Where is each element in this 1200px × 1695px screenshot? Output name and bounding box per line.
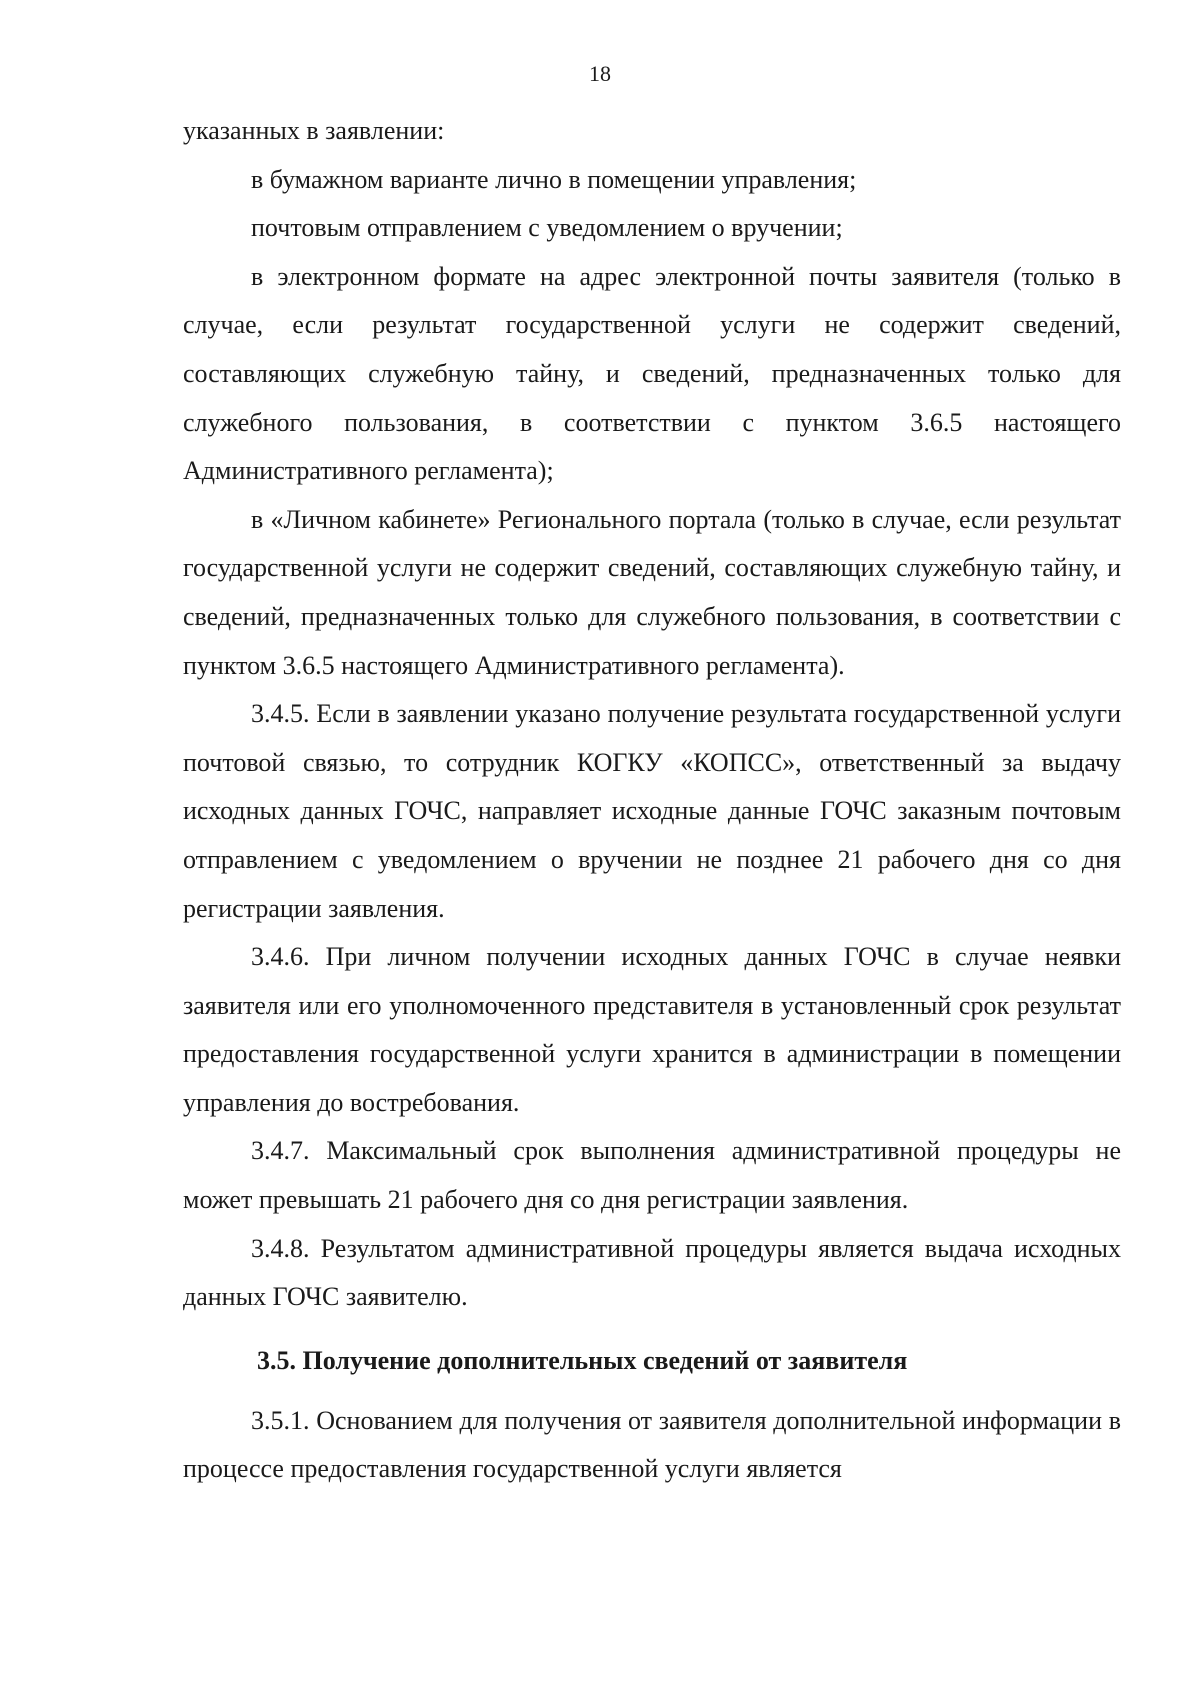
paragraph: почтовым отправлением с уведомлением о вручении; — [251, 213, 843, 243]
page-body — [183, 107, 1121, 1494]
paragraph: 3.4.7. Максимальный срок выполнения административной процедуры не может превышать 21 рабочего дня со дня регистрации заявления. — [183, 1136, 1121, 1215]
paragraph: 3.4.8. Результатом административной процедуры является выдача исходных данных ГОЧС заявителю. — [183, 1233, 1121, 1312]
paragraph: в электронном формате на адрес электронной почты заявителя (только в случае, если результат государственной услуги не содержит сведений, составляющих служебную тайну, и сведений, предназначенных только для служебного пользования, в соответствии с пунктом 3.6.5 настоящего Административного регламента); — [183, 261, 1121, 486]
page-number: 18 — [589, 61, 611, 86]
paragraph: 3.4.6. При личном получении исходных данных ГОЧС в случае неявки заявителя или его уполномоченного представителя в установленный срок результат предоставления государственной услуги хранится в администрации в помещении управления до востребования. — [183, 942, 1121, 1117]
section-heading: 3.5. Получение дополнительных сведений от заявителя — [257, 1345, 908, 1375]
paragraph: в «Личном кабинете» Регионального портала (только в случае, если результат государственной услуги не содержит сведений, составляющих служебную тайну, и сведений, предназначенных только для служебного пользования, в соответствии с пунктом 3.6.5 настоящего Административного регламента). — [183, 504, 1121, 680]
paragraph: 3.4.5. Если в заявлении указано получение результата государственной услуги почтовой связью, то сотрудник КОГКУ «КОПСС», ответственный за выдачу исходных данных ГОЧС, направляет исходные данные ГОЧС заказным почтовым отправлением с уведомлением о вручении не позднее 21 рабочего дня со дня регистрации заявления. — [183, 699, 1121, 923]
paragraph: указанных в заявлении: — [183, 116, 445, 145]
paragraph: в бумажном варианте лично в помещении управления; — [251, 164, 857, 194]
paragraph: 3.5.1. Основанием для получения от заявителя дополнительной информации в процессе предоставления государственной услуги является — [183, 1405, 1121, 1484]
